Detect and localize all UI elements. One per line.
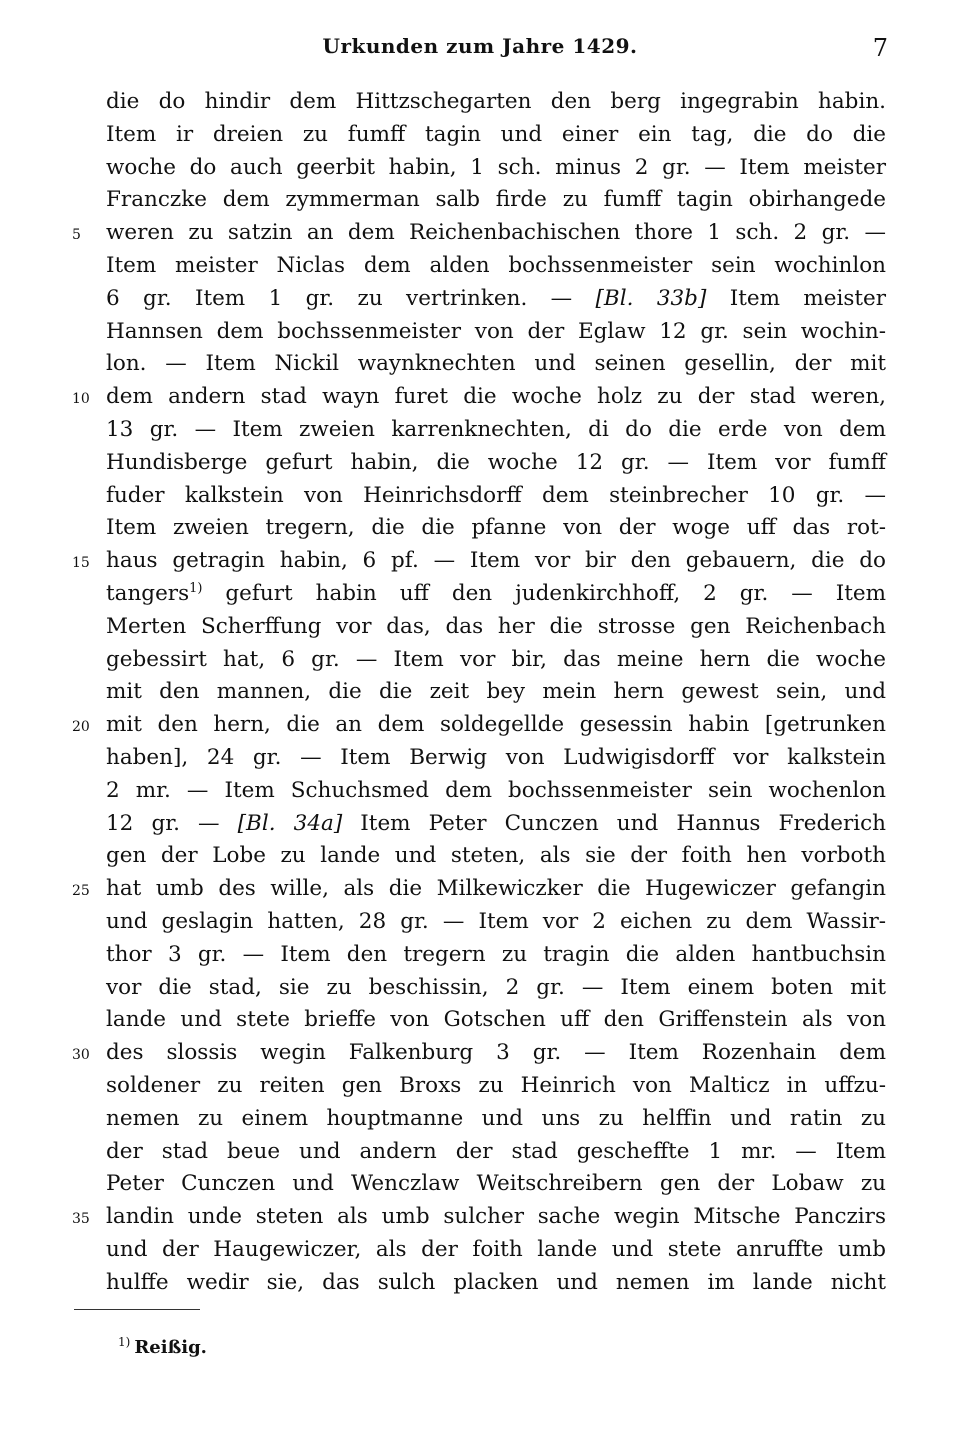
text-line [0, 1234, 960, 1267]
text-segment: woche do auch geerbit habin, 1 sch. minus 2 gr. — Item meister [106, 154, 886, 180]
footnote-reference: 1) [189, 580, 203, 596]
line-text [106, 447, 886, 479]
text-segment: gen der Lobe zu lande und steten, als sie der foith hen vorboth [106, 843, 886, 869]
line-text [106, 414, 886, 446]
text-line [0, 152, 960, 185]
text-segment: thor 3 gr. — Item den tregern zu tragin die alden hantbuchsin [106, 941, 886, 967]
line-text [106, 1037, 886, 1069]
line-text [106, 152, 886, 184]
text-segment: Item meister [706, 285, 887, 311]
text-segment: vor die stad, sie zu beschissin, 2 gr. — Item einem boten mit [106, 974, 886, 1000]
line-text [106, 676, 886, 708]
text-line [0, 414, 960, 447]
text-segment: 13 gr. — Item zweien karrenknechten, di do die erde von dem [106, 416, 886, 442]
line-text [106, 742, 886, 774]
footnote-marker: 1) [118, 1334, 131, 1349]
text-line [0, 119, 960, 152]
text-segment: Item zweien tregern, die die pfanne von der woge uff das rot- [106, 515, 886, 541]
line-text [106, 1103, 886, 1135]
text-segment: hat umb des wille, als die Milkewiczker die Hugewiczer gefangin [106, 876, 886, 902]
text-segment: Hundisberge gefurt habin, die woche 12 gr. — Item vor fumff [106, 449, 886, 475]
text-segment: gebessirt hat, 6 gr. — Item vor bir, das meine hern die woche [106, 646, 886, 672]
text-line [0, 676, 960, 709]
text-line [0, 250, 960, 283]
text-segment: und geslagin hatten, 28 gr. — Item vor 2 eichen zu dem Wassir- [106, 908, 886, 934]
text-segment: weren zu satzin an dem Reichenbachischen thore 1 sch. 2 gr. — [106, 220, 886, 246]
page-number: 7 [872, 34, 888, 62]
text-segment: fuder kalkstein von Heinrichsdorff dem steinbrecher 10 gr. — [106, 482, 886, 508]
line-text [106, 250, 886, 282]
line-text [106, 184, 886, 216]
text-line [0, 512, 960, 545]
footnote-text: Reißig. [134, 1337, 207, 1358]
line-text [106, 775, 886, 807]
line-text [106, 1234, 886, 1266]
text-line [0, 1136, 960, 1169]
text-segment: Peter Cunczen und Wenczlaw Weitschreibern gen der Lobaw zu [106, 1171, 886, 1197]
line-text [106, 1136, 886, 1168]
text-line [0, 873, 960, 906]
line-text [106, 1168, 886, 1200]
text-segment: 12 gr. — [106, 810, 238, 836]
line-text [106, 709, 886, 741]
text-line [0, 578, 960, 611]
text-line [0, 283, 960, 316]
text-segment: Item meister Niclas dem alden bochssenmeister sein wochinlon [106, 252, 886, 278]
footnote-rule [74, 1309, 200, 1310]
line-text [106, 873, 886, 905]
line-text [106, 578, 886, 610]
line-number: 15 [72, 555, 90, 572]
text-segment: hulffe wedir sie, das sulch placken und nemen im lande nicht [106, 1269, 886, 1295]
line-text [106, 512, 886, 544]
text-line [0, 709, 960, 742]
line-text [106, 1004, 886, 1036]
line-number: 25 [72, 883, 90, 900]
text-segment: Item Peter Cunczen und Hannus Frederich [342, 810, 887, 836]
body-text [0, 86, 960, 1299]
line-text [106, 808, 886, 840]
text-segment: lon. — Item Nickil waynknechten und seinen gesellin, der mit [106, 351, 886, 377]
line-number: 20 [72, 719, 90, 736]
text-line [0, 348, 960, 381]
text-segment: dem andern stad wayn furet die woche holz zu der stad weren, [106, 384, 886, 410]
text-line [0, 939, 960, 972]
text-line [0, 316, 960, 349]
text-line [0, 742, 960, 775]
text-segment: tangers [106, 580, 190, 606]
line-text [106, 480, 886, 512]
line-text [106, 1070, 886, 1102]
footnote [118, 1336, 207, 1358]
text-segment: landin unde steten als umb sulcher sache wegin Mitsche Panczirs [106, 1204, 886, 1230]
text-segment: Merten Scherffung vor das, das her die strosse gen Reichenbach [106, 613, 886, 639]
text-segment: gefurt habin uff den judenkirchhoff, 2 gr. — Item [202, 580, 886, 606]
text-segment: und der Haugewiczer, als der foith lande und stete anruffte umb [106, 1236, 886, 1262]
text-segment: die do hindir dem Hittzschegarten den berg ingegrabin habin. [106, 89, 886, 114]
line-number: 10 [72, 391, 90, 408]
page-header [0, 34, 960, 64]
text-segment: mit den mannen, die die zeit bey mein hern gewest sein, und [106, 679, 886, 705]
text-segment: des slossis wegin Falkenburg 3 gr. — Item Rozenhain dem [106, 1040, 886, 1066]
text-line [0, 86, 960, 119]
text-line [0, 972, 960, 1005]
line-text [106, 381, 886, 413]
line-text [106, 348, 886, 380]
line-number: 30 [72, 1047, 90, 1064]
running-title: Urkunden zum Jahre 1429. [322, 34, 638, 58]
text-line [0, 644, 960, 677]
text-segment: Hannsen dem bochssenmeister von der Eglaw 12 gr. sein wochin- [106, 318, 886, 344]
text-line [0, 1168, 960, 1201]
text-line [0, 1037, 960, 1070]
text-segment: haben], 24 gr. — Item Berwig von Ludwigisdorff vor kalkstein [106, 744, 886, 770]
text-line [0, 381, 960, 414]
line-text [106, 86, 886, 118]
text-line [0, 1103, 960, 1136]
folio-reference: [Bl. 33b] [595, 285, 707, 311]
line-text [106, 611, 886, 643]
line-text [106, 1267, 886, 1299]
text-line [0, 545, 960, 578]
folio-reference: [Bl. 34a] [237, 810, 343, 836]
line-text [106, 545, 886, 577]
text-line [0, 1267, 960, 1300]
text-segment: mit den hern, die an dem soldegellde gesessin habin [getrunken [106, 712, 886, 738]
text-segment: 6 gr. Item 1 gr. zu vertrinken. — [106, 285, 596, 311]
line-text [106, 316, 886, 348]
text-segment: der stad beue und andern der stad gescheffte 1 mr. — Item [106, 1138, 886, 1164]
line-number: 35 [72, 1211, 90, 1228]
text-line [0, 1070, 960, 1103]
line-text [106, 217, 886, 249]
text-line [0, 808, 960, 841]
line-text [106, 119, 886, 151]
text-segment: nemen zu einem houptmanne und uns zu helffin und ratin zu [106, 1105, 886, 1131]
text-line [0, 480, 960, 513]
text-segment: 2 mr. — Item Schuchsmed dem bochssenmeister sein wochenlon [106, 777, 886, 803]
line-text [106, 939, 886, 971]
text-line [0, 217, 960, 250]
line-text [106, 840, 886, 872]
line-text [106, 972, 886, 1004]
text-segment: Item ir dreien zu fumff tagin und einer ein tag, die do die [106, 121, 886, 147]
text-segment: Franczke dem zymmerman salb firde zu fumff tagin obirhangede [106, 187, 886, 213]
text-line [0, 1201, 960, 1234]
text-line [0, 840, 960, 873]
text-segment: lande und stete brieffe von Gotschen uff den Griffenstein als von [106, 1007, 886, 1033]
text-line [0, 906, 960, 939]
text-line [0, 775, 960, 808]
line-text [106, 906, 886, 938]
line-text [106, 283, 886, 315]
text-segment: soldener zu reiten gen Broxs zu Heinrich von Malticz in uffzu- [106, 1072, 886, 1098]
text-segment: haus getragin habin, 6 pf. — Item vor bir den gebauern, die do [106, 548, 886, 574]
text-line [0, 447, 960, 480]
text-line [0, 611, 960, 644]
text-line [0, 184, 960, 217]
line-text [106, 644, 886, 676]
line-number: 5 [72, 227, 81, 244]
line-text [106, 1201, 886, 1233]
text-line [0, 1004, 960, 1037]
